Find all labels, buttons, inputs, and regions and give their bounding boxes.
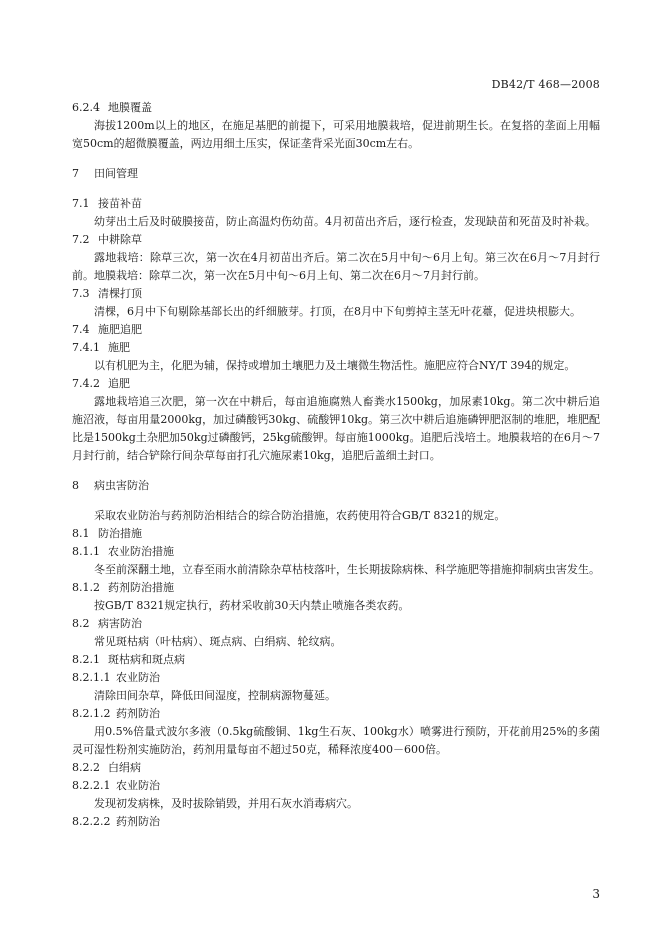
section-number: 8 — [72, 479, 79, 492]
section-title: 病害防治 — [98, 617, 142, 630]
section-heading — [72, 165, 600, 183]
section-title: 药剂防治措施 — [108, 581, 174, 594]
section-title: 接苗补苗 — [98, 197, 142, 210]
paragraph: 露地栽培：除草三次，第一次在4月初苗出齐后。第二次在5月中旬～6月上旬。第三次在6月～7月封行前。地膜栽培：除草二次，第一次在5月中旬～6月上旬、第二次在6月～7月封行前。 — [72, 251, 600, 282]
section-title: 地膜覆盖 — [108, 101, 152, 114]
section-title: 清棵打顶 — [98, 287, 142, 300]
section-heading — [72, 477, 600, 495]
section-number: 8.2.1.2 — [72, 707, 111, 720]
section-heading — [72, 579, 600, 597]
paragraph: 发现初发病株，及时拔除销毁，并用石灰水消毒病穴。 — [94, 797, 358, 810]
paragraph: 以有机肥为主，化肥为辅，保持或增加土壤肥力及土壤微生物活性。施肥应符合NY/T 394的规定。 — [94, 359, 576, 372]
section-title: 药剂防治 — [116, 707, 160, 720]
section-heading — [72, 375, 600, 393]
section-title: 农业防治 — [116, 671, 160, 684]
paragraph: 露地栽培追三次肥，第一次在中耕后，每亩追施腐熟人畜粪水1500kg，加尿素10kg。第二次中耕后追施沼液，每亩用量2000kg，加过磷酸钙30kg、硫酸钾10kg。第三次中耕后追施磷钾肥沤制的堆肥，堆肥配比是1500kg土杂肥加50kg过磷酸钙，25kg硫酸钾。每亩施1000kg。追肥后浅培土。地膜栽培的在6月～7月封行前，结合铲除行间杂草每亩打孔穴施尿素10kg，追肥后盖细土封口。 — [72, 395, 600, 462]
section-number: 8.2.2.2 — [72, 815, 111, 828]
section-heading — [72, 231, 600, 249]
section-number: 8.2 — [72, 617, 90, 630]
section-title: 农业防治 — [116, 779, 160, 792]
section-title: 中耕除草 — [98, 233, 142, 246]
section-number: 8.2.2.1 — [72, 779, 111, 792]
section-heading — [72, 759, 600, 777]
section-number: 8.2.1.1 — [72, 671, 111, 684]
section-number: 8.2.2 — [72, 761, 100, 774]
section-heading — [72, 525, 600, 543]
section-number: 8.1.2 — [72, 581, 100, 594]
section-heading — [72, 285, 600, 303]
section-title: 田间管理 — [94, 167, 138, 180]
section-heading — [72, 651, 600, 669]
section-heading — [72, 705, 600, 723]
section-number: 8.2.1 — [72, 653, 100, 666]
section-title: 农业防治措施 — [108, 545, 174, 558]
section-title: 追肥 — [108, 377, 130, 390]
paragraph: 幼芽出土后及时破膜接苗，防止高温灼伤幼苗。4月初苗出齐后，逐行检查，发现缺苗和死苗及时补栽。 — [94, 215, 596, 228]
paragraph: 冬至前深翻土地，立春至雨水前清除杂草枯枝落叶，生长期拔除病株、科学施肥等措施抑制病虫害发生。 — [94, 563, 600, 576]
section-title: 白绢病 — [108, 761, 141, 774]
section-heading — [72, 195, 600, 213]
page-number: 3 — [592, 887, 600, 901]
section-heading — [72, 99, 600, 117]
section-number: 7.2 — [72, 233, 90, 246]
paragraph: 按GB/T 8321规定执行，药材采收前30天内禁止喷施各类农药。 — [94, 599, 410, 612]
section-heading — [72, 777, 600, 795]
section-number: 8.1 — [72, 527, 90, 540]
section-heading — [72, 669, 600, 687]
section-title: 斑枯病和斑点病 — [108, 653, 185, 666]
section-heading — [72, 321, 600, 339]
section-number: 7.4.2 — [72, 377, 100, 390]
standard-code: DB42/T 468—2008 — [491, 78, 600, 91]
section-number: 7 — [72, 167, 79, 180]
section-number: 7.1 — [72, 197, 90, 210]
section-title: 病虫害防治 — [94, 479, 149, 492]
section-number: 8.1.1 — [72, 545, 100, 558]
section-title: 施肥 — [108, 341, 130, 354]
section-number: 7.4.1 — [72, 341, 100, 354]
section-title: 施肥追肥 — [98, 323, 142, 336]
paragraph: 常见斑枯病（叶枯病）、斑点病、白绢病、轮纹病。 — [94, 635, 342, 648]
section-title: 防治措施 — [98, 527, 142, 540]
section-heading — [72, 615, 600, 633]
section-number: 7.3 — [72, 287, 90, 300]
paragraph: 清棵，6月中下旬剔除基部长出的纤细腋芽。打顶，在8月中下旬剪掉主茎无叶花薹，促进块根膨大。 — [94, 305, 581, 318]
section-number: 6.2.4 — [72, 101, 100, 114]
section-heading — [72, 543, 600, 561]
paragraph: 清除田间杂草，降低田间湿度，控制病源物蔓延。 — [94, 689, 336, 702]
section-number: 7.4 — [72, 323, 90, 336]
section-heading — [72, 813, 600, 831]
section-title: 药剂防治 — [116, 815, 160, 828]
paragraph: 采取农业防治与药剂防治相结合的综合防治措施，农药使用符合GB/T 8321的规定。 — [94, 509, 506, 522]
document-body — [72, 99, 600, 831]
paragraph: 海拔1200m以上的地区，在施足基肥的前提下，可采用地膜栽培，促进前期生长。在复搭的垄面上用幅宽50cm的超微膜覆盖，两边用细土压实，保证垄背采光面30cm左右。 — [72, 119, 600, 150]
section-heading — [72, 339, 600, 357]
paragraph: 用0.5%倍量式波尔多液（0.5kg硫酸铜、1kg生石灰、100kg水）喷雾进行预防，开花前用25%的多菌灵可湿性粉剂实施防治，药剂用量每亩不超过50克，稀释浓度400－600倍。 — [72, 725, 600, 756]
